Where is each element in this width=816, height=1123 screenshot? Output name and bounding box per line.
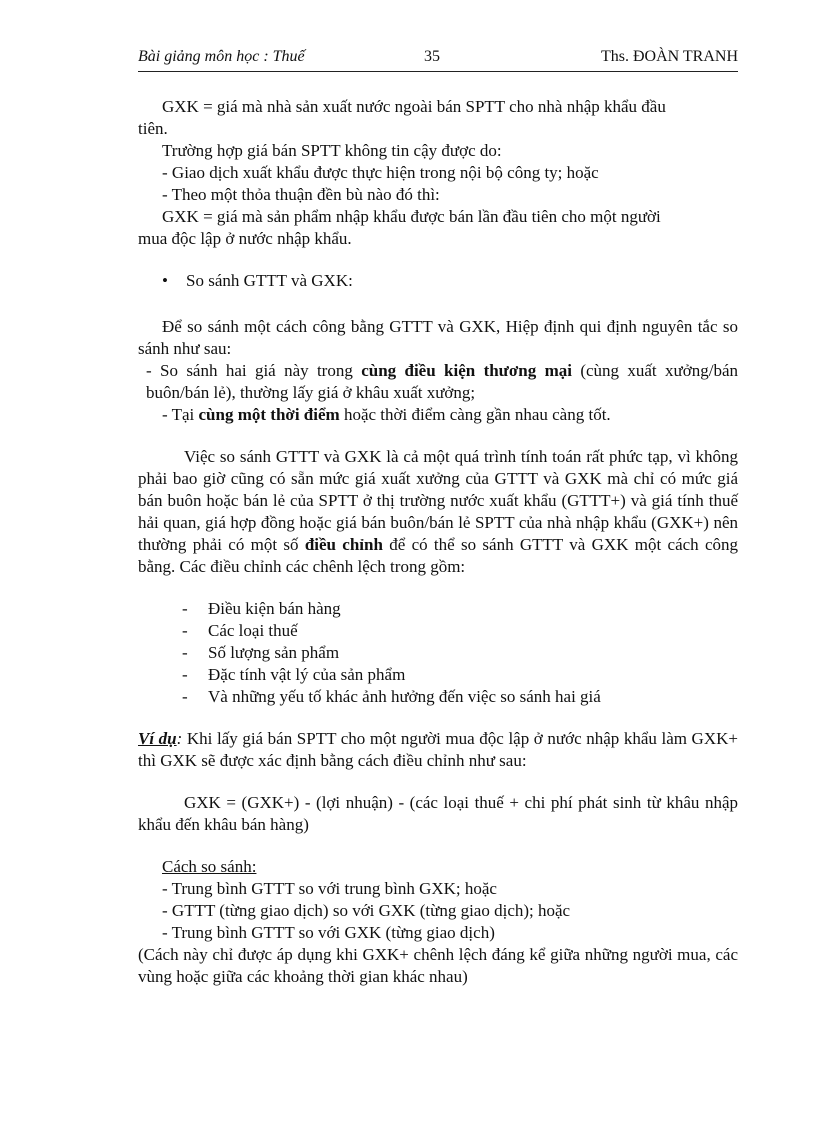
list-item: - Giao dịch xuất khẩu được thực hiện trong nội bộ công ty; hoặc [162,163,599,182]
page-header [138,48,738,68]
list-item: - Trung bình GTTT so với trung bình GXK; hoặc [162,879,497,898]
formula: GXK = (GXK+) - (lợi nhuận) - (các loại thuế + chi phí phát sinh từ khâu nhập khẩu đến khâu bán hàng) [138,793,738,834]
subheading: Cách so sánh: [162,857,257,876]
page-body [138,96,738,988]
author-name: Ths. ĐOÀN TRANH [600,48,738,65]
bold-phrase: cùng điều kiện thương mại [361,361,572,380]
list-item: - So sánh hai giá này trong cùng điều kiện thương mại (cùng xuất xưởng/bán buôn/bán lẻ), thường lấy giá ở khâu xuất xưởng; [146,361,738,402]
bold-phrase: cùng một thời điểm [198,405,340,424]
bullet-icon: • [162,271,168,290]
header-divider [138,71,738,72]
note: (Cách này chỉ được áp dụng khi GXK+ chênh lệch đáng kể giữa những người mua, các vùng hoặc giữa các khoảng thời gian khác nhau) [138,945,738,986]
example-label: Ví dụ [138,729,177,748]
example-paragraph: Ví dụ: Khi lấy giá bán SPTT cho một người mua độc lập ở nước nhập khẩu làm GXK+ thì GXK sẽ được xác định bằng cách điều chỉnh như sau: [138,729,738,770]
bold-phrase: điều chỉnh [304,535,383,554]
list-item: - Số lượng sản phẩm [182,643,340,662]
course-title: Bài giảng môn học : Thuế [138,48,305,65]
list-item: - Đặc tính vật lý của sản phẩm [182,665,406,684]
list-item: - GTTT (từng giao dịch) so với GXK (từng giao dịch); hoặc [162,901,571,920]
list-item: - Các loại thuế [182,621,298,640]
page-number: 35 [424,48,440,65]
section-heading: So sánh GTTT và GXK: [186,271,353,290]
adjustment-list [138,598,738,708]
list-item: - Điều kiện bán hàng [182,599,341,618]
list-item: - Và những yếu tố khác ảnh hưởng đến việc so sánh hai giá [182,687,601,706]
section-bullet [138,270,738,292]
paragraph: Việc so sánh GTTT và GXK là cả một quá trình tính toán rất phức tạp, vì không phải bao giờ cũng có sẵn mức giá xuất xưởng của GTTT và GXK mà chỉ có mức giá bán buôn hoặc bán lẻ của SPTT ở thị trường nước xuất khẩu (GTTT+) và giá tính thuế hải quan, giá hợp đồng hoặc giá bán buôn/bán lẻ SPTT của nhà nhập khẩu (GXK+) nên thường phải có một số điều chỉnh để có thể so sánh GTTT và GXK một cách công bằng. Các điều chỉnh các chênh lệch trong gồm: [138,447,739,576]
comparison-principles [138,316,738,426]
list-item: - Tại cùng một thời điểm hoặc thời điểm càng gần nhau càng tốt. [162,405,611,424]
paragraph: Để so sánh một cách công bằng GTTT và GXK, Hiệp định qui định nguyên tắc so sánh như sau: [138,317,738,358]
text-line: GXK = giá mà nhà sản xuất nước ngoài bán SPTT cho nhà nhập khẩu đầu [162,97,666,116]
text-line: GXK = giá mà sản phẩm nhập khẩu được bán lần đầu tiên cho một người [162,207,661,226]
comparison-methods [138,856,738,988]
text-line: tiên. [138,119,168,138]
gxk-definition-block [138,96,738,250]
list-item: - Trung bình GTTT so với GXK (từng giao dịch) [162,923,495,942]
text-line: mua độc lập ở nước nhập khẩu. [138,229,352,248]
text-line: Trường hợp giá bán SPTT không tin cậy được do: [162,141,502,160]
list-item: - Theo một thỏa thuận đền bù nào đó thì: [162,185,440,204]
